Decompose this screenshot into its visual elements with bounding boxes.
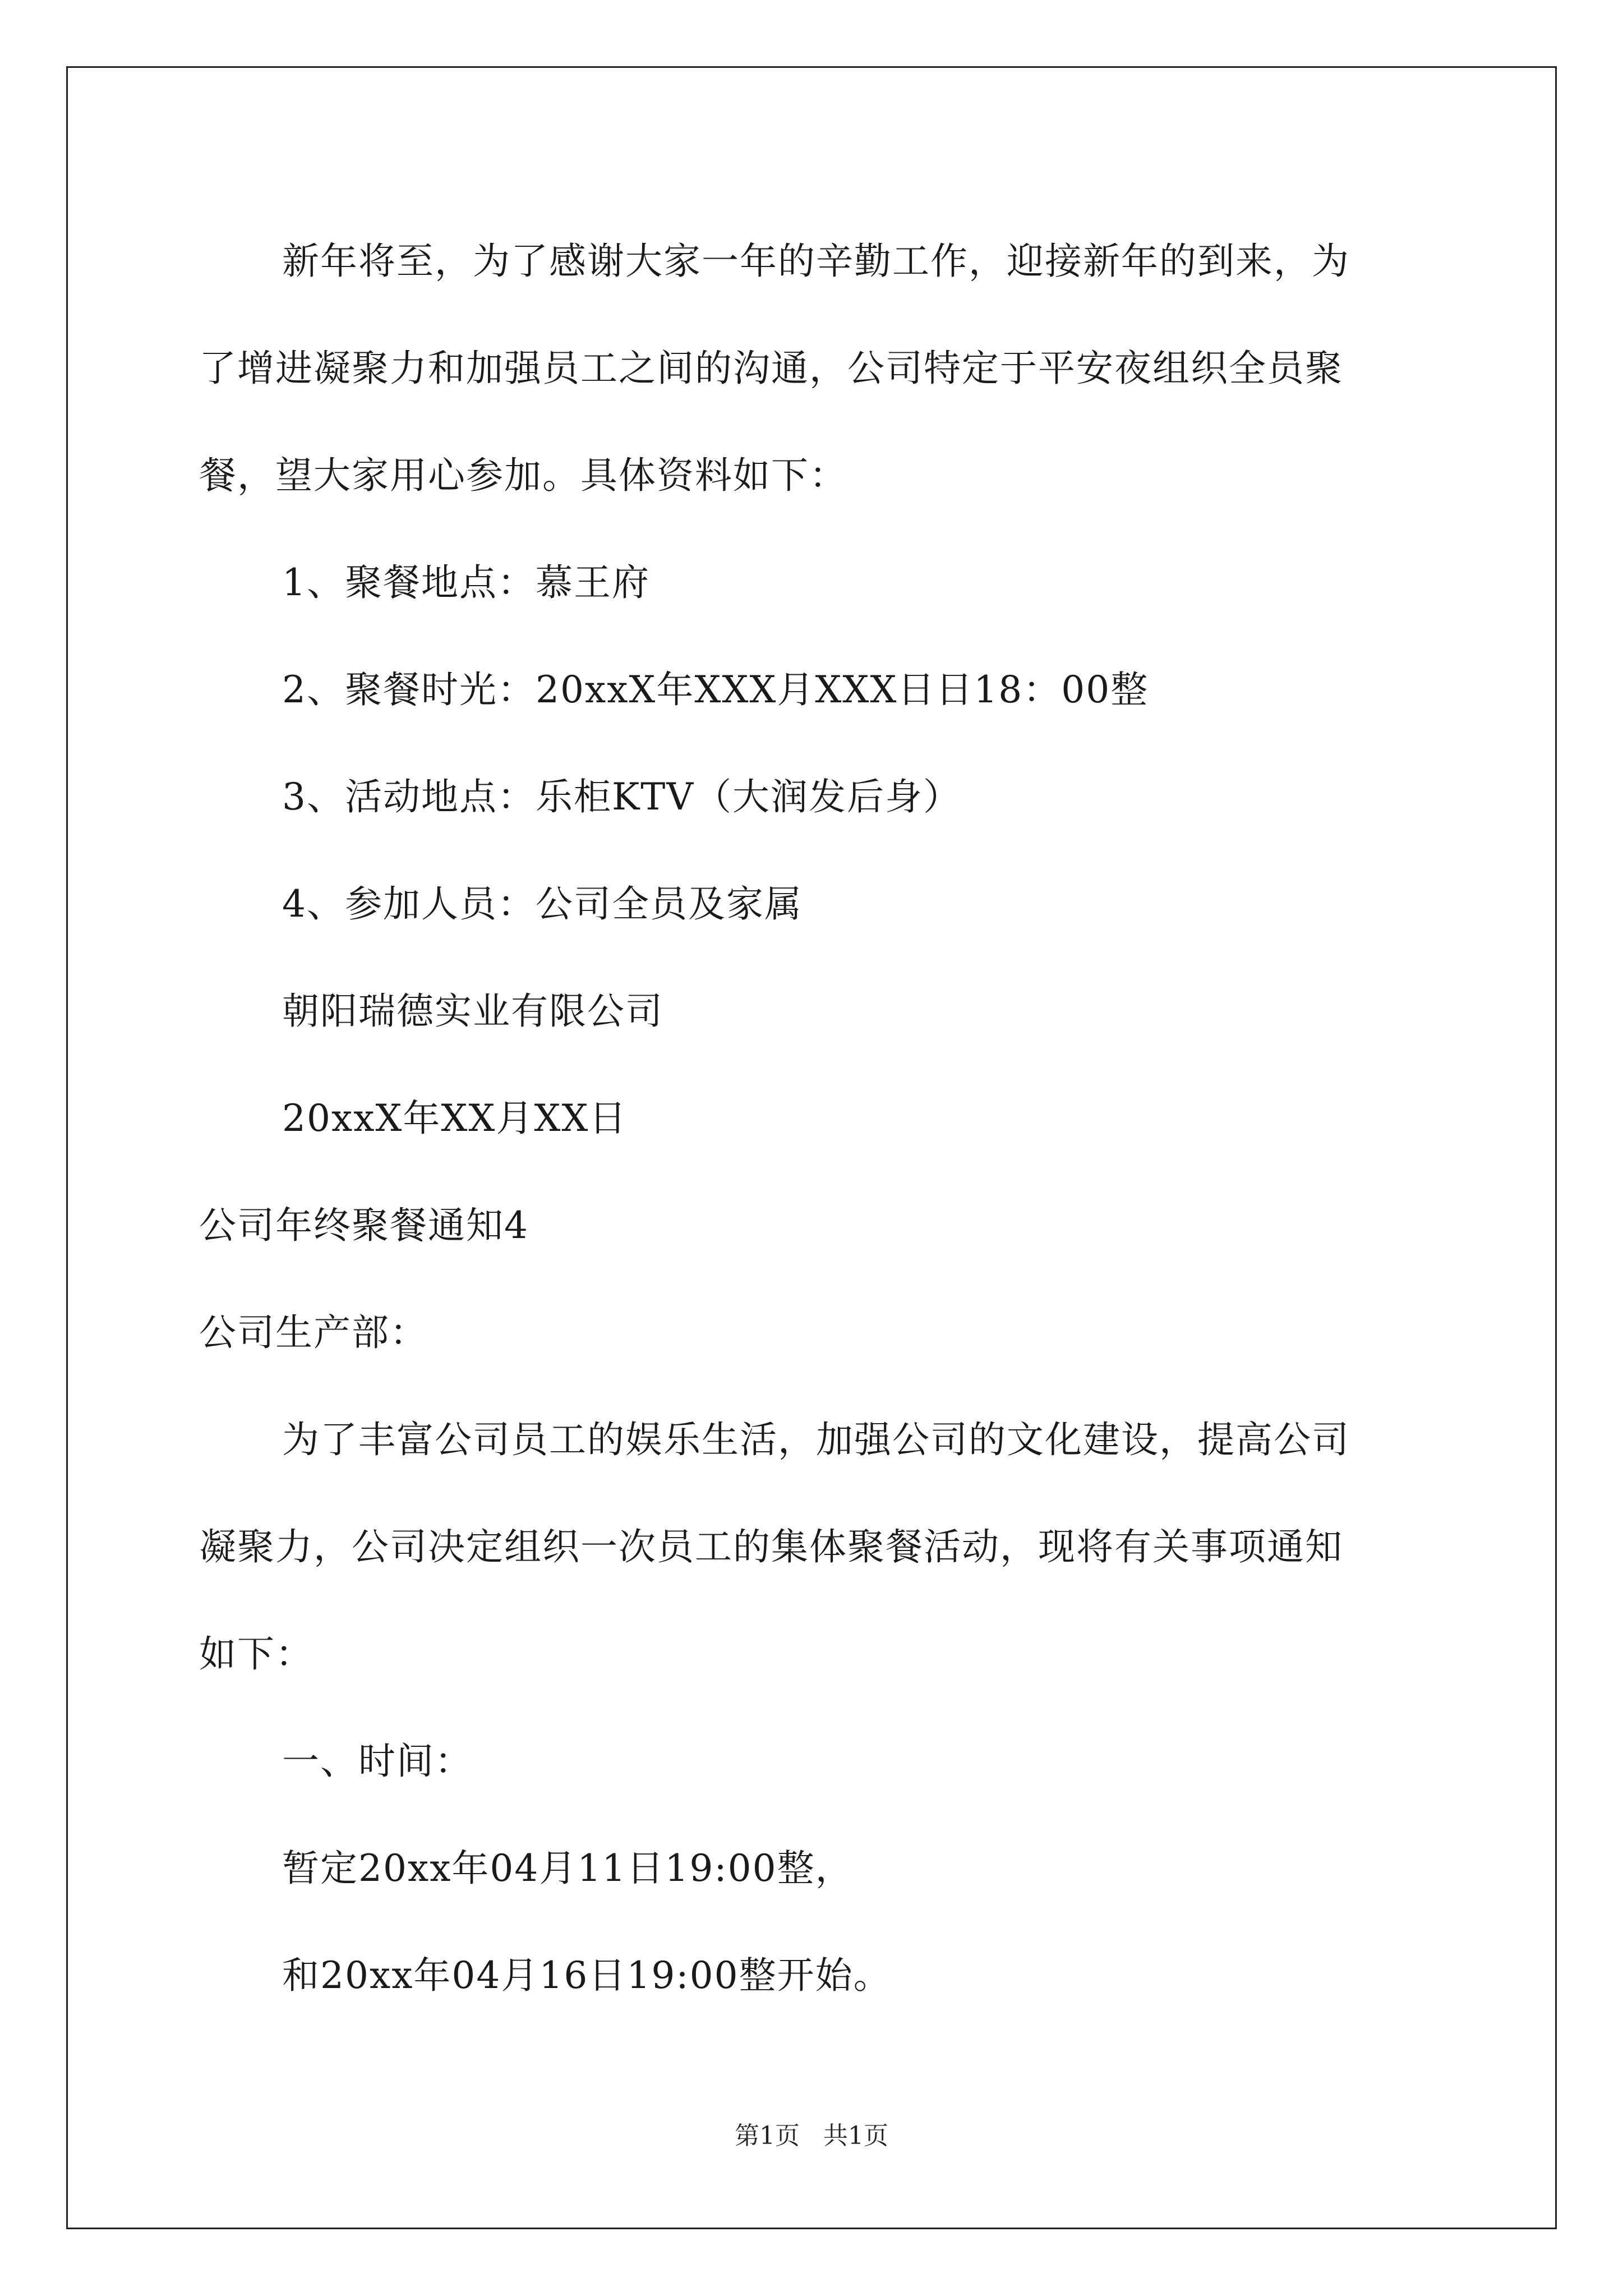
text-line: 餐，望大家用心参加。具体资料如下：: [199, 454, 847, 497]
list-item-venue: 1、聚餐地点：慕王府: [282, 561, 650, 604]
text-line: 了增进凝聚力和加强员工之间的沟通，公司特定于平安夜组织全员聚: [199, 347, 1343, 390]
page-total: 共1页: [823, 2122, 888, 2150]
paragraph-purpose: [199, 1386, 1438, 1708]
signature-date: 20xxX年XX月XX日: [282, 1097, 628, 1140]
list-item-activity: 3、活动地点：乐柜KTV（大润发后身）: [282, 775, 961, 818]
list-item-attendees: 4、参加人员：公司全员及家属: [282, 882, 803, 926]
text-line: 如下：: [199, 1632, 313, 1676]
section-title: 公司年终聚餐通知4: [199, 1204, 529, 1247]
document-body: [199, 208, 1438, 2029]
time-line-1: 暂定20xx年04月11日19:00整，: [282, 1847, 854, 1890]
heading-time: 一、时间：: [282, 1740, 473, 1783]
paragraph-intro: [199, 208, 1438, 529]
recipient-line: 公司生产部：: [199, 1311, 428, 1354]
text-line: 凝聚力，公司决定组织一次员工的集体聚餐活动，现将有关事项通知: [199, 1525, 1343, 1568]
page-footer: [0, 2119, 1623, 2153]
time-line-2: 和20xx年04月16日19:00整开始。: [282, 1954, 892, 1997]
page-number: 第1页: [735, 2122, 800, 2150]
text-line: 新年将至，为了感谢大家一年的辛勤工作，迎接新年的到来，为: [282, 240, 1350, 283]
signature-company: 朝阳瑞德实业有限公司: [282, 990, 663, 1033]
text-line: 为了丰富公司员工的娱乐生活，加强公司的文化建设，提高公司: [282, 1418, 1350, 1461]
list-item-time: 2、聚餐时光：20xxX年XXX月XXX日日18：00整: [282, 668, 1149, 711]
